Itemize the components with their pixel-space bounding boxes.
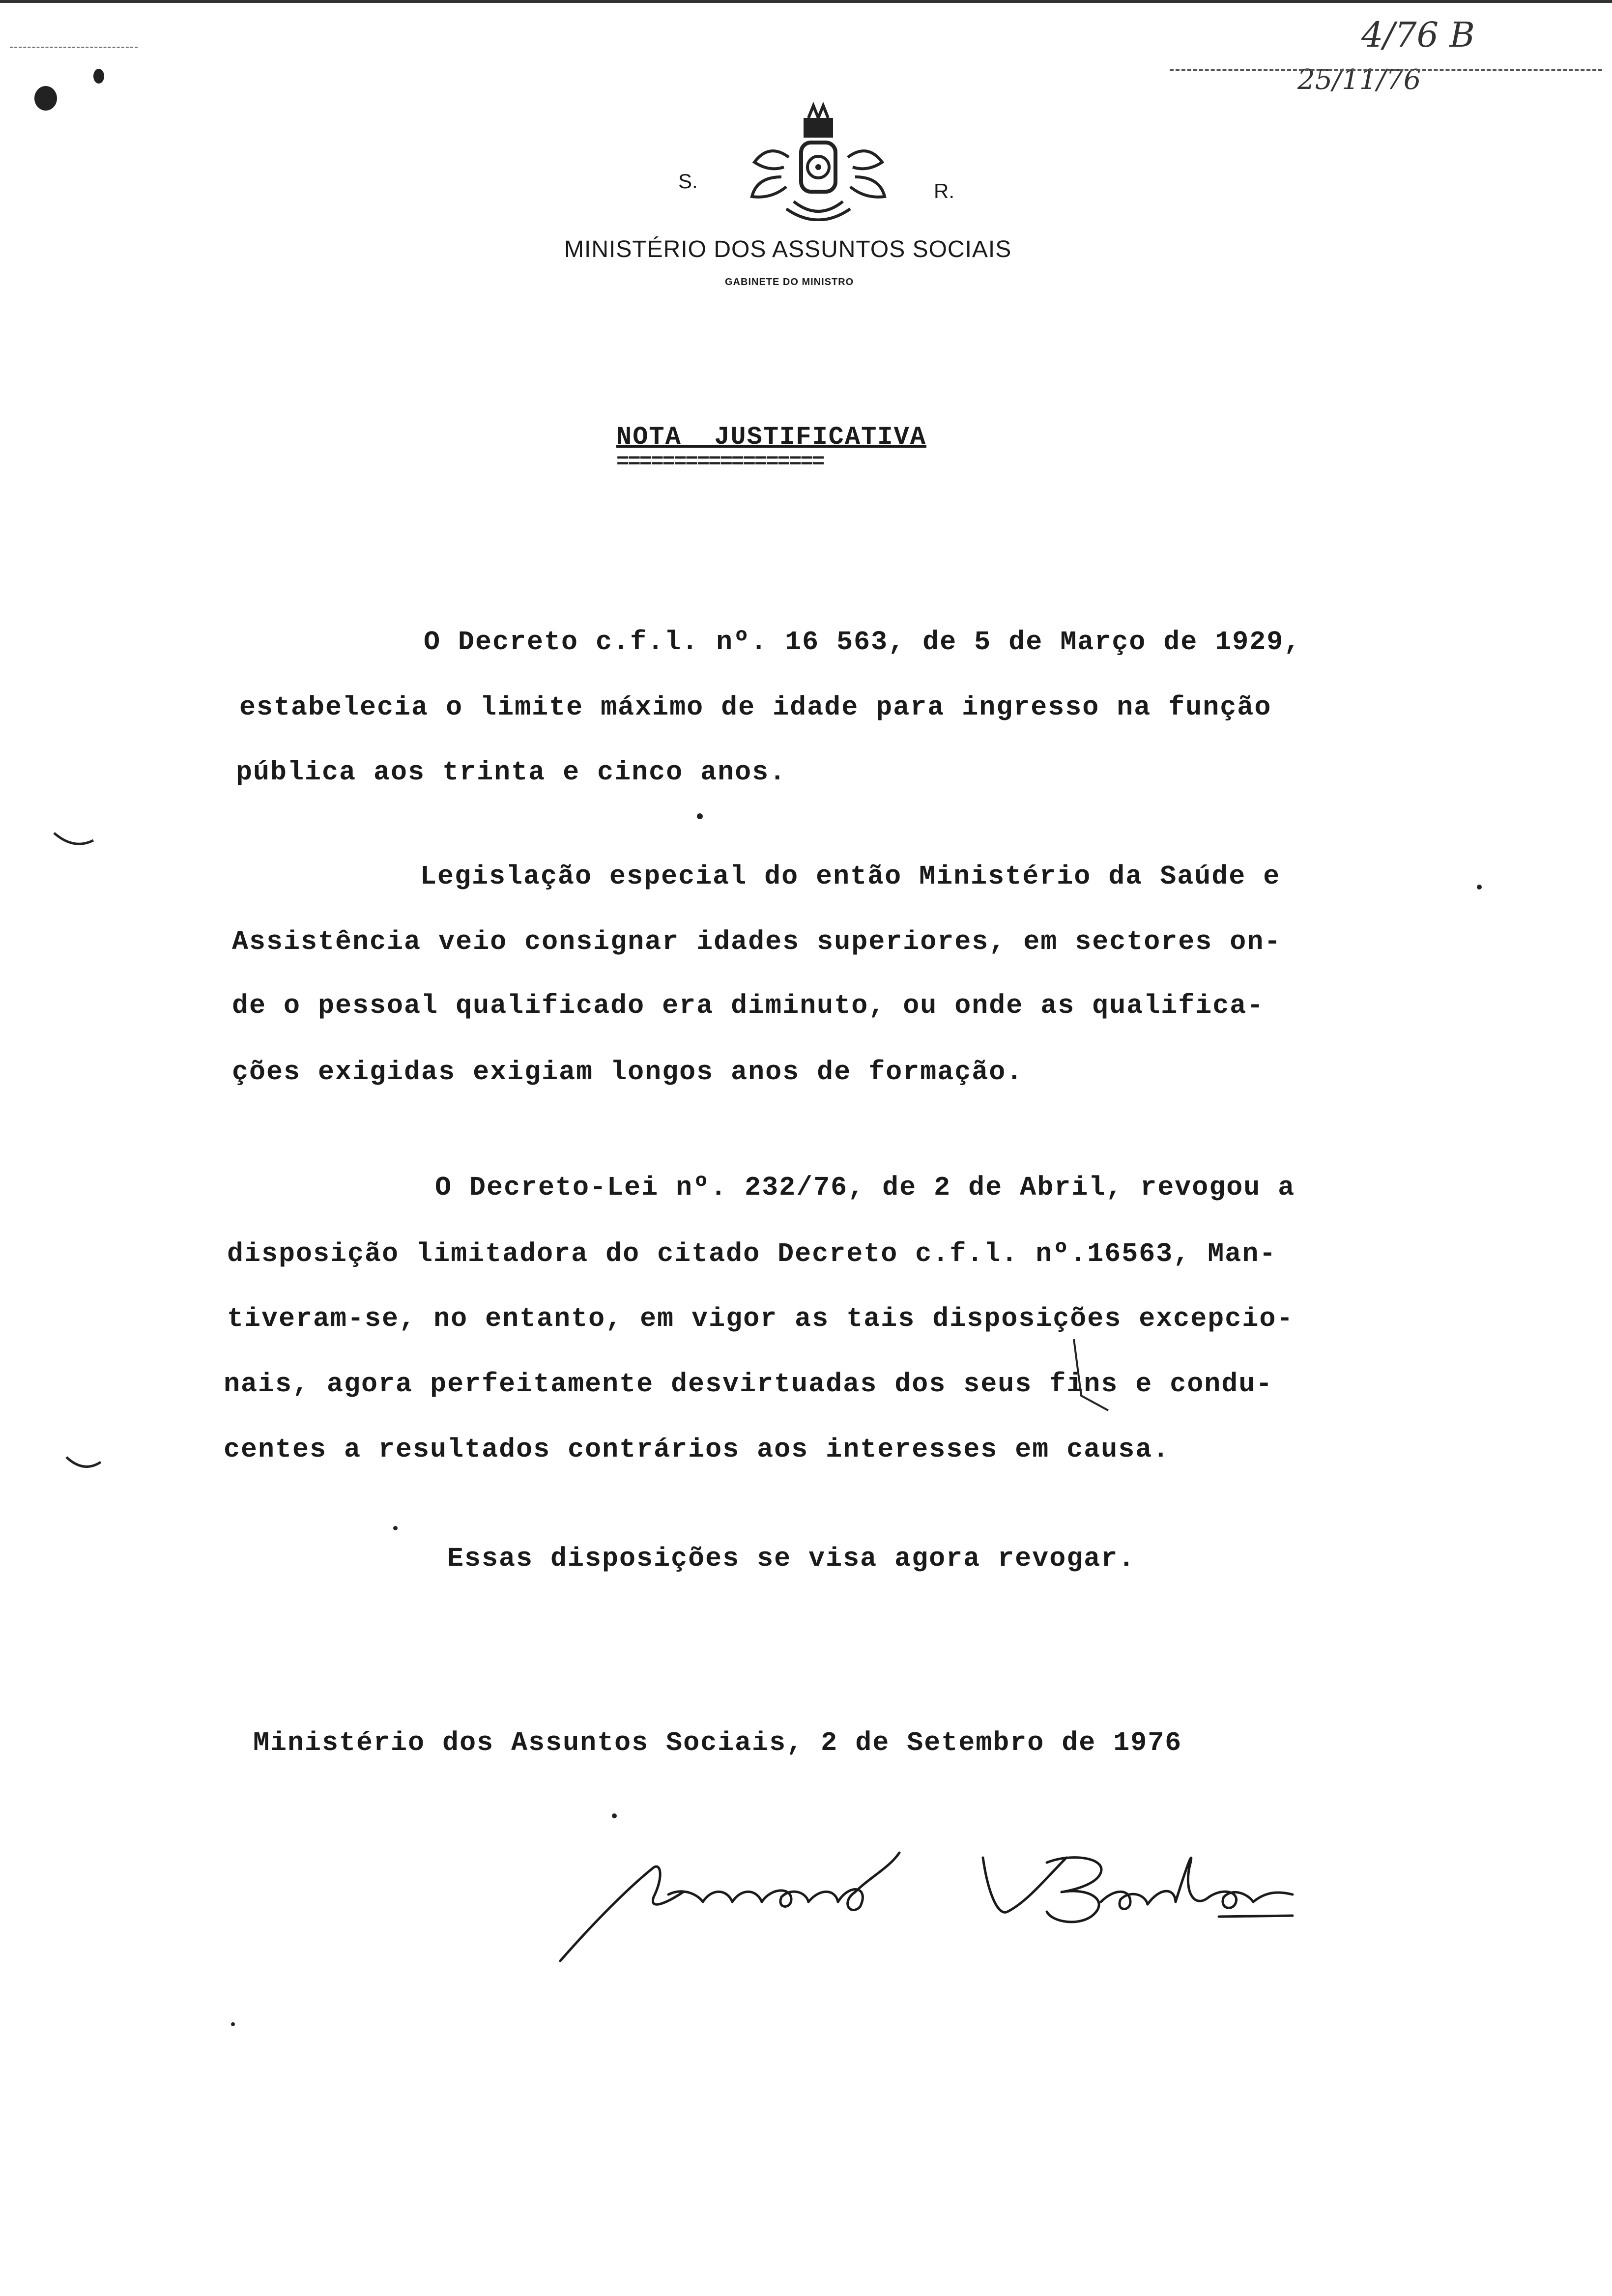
margin-tick-mark	[52, 831, 96, 850]
ink-dot	[231, 2022, 235, 2026]
top-edge-line	[0, 0, 1612, 3]
ink-mark	[93, 69, 104, 84]
signature-image	[555, 1848, 1391, 1966]
paragraph-1-line-2: estabelecia o limite máximo de idade para ingresso na função	[239, 692, 1272, 723]
letterhead-initial-left: S.	[678, 170, 698, 193]
archive-date-note: 25/11/76	[1297, 64, 1421, 96]
paragraph-3-line-3: tiveram-se, no entanto, em vigor as tais disposições excepcio-	[227, 1303, 1294, 1334]
handwritten-stroke-mark	[1071, 1337, 1111, 1415]
paragraph-2-line-2: Assistência veio consignar idades superiores, em sectores on-	[232, 926, 1282, 957]
title-double-rule: ==================	[616, 450, 824, 474]
page-title: NOTA JUSTIFICATIVA	[616, 423, 926, 452]
paragraph-3-line-5: centes a resultados contrários aos interesses em causa.	[224, 1434, 1170, 1465]
archive-reference-note: 4/76 B	[1361, 15, 1475, 55]
coat-of-arms-icon	[735, 98, 902, 221]
paragraph-4-line-1: Essas disposições se visa agora revogar.	[447, 1543, 1136, 1574]
margin-tick-mark-2	[64, 1455, 103, 1474]
paragraph-3-line-4: nais, agora perfeitamente desvirtuadas dos seus fins e condu-	[224, 1369, 1273, 1400]
ink-dot	[1477, 885, 1482, 890]
paragraph-2-line-1: Legislação especial do então Ministério da Saúde e	[420, 861, 1281, 892]
closing-place-date: Ministério dos Assuntos Sociais, 2 de Setembro de 1976	[253, 1727, 1182, 1758]
paragraph-3-line-1: O Decreto-Lei nº. 232/76, de 2 de Abril, revogou a	[435, 1172, 1295, 1203]
ink-dot	[612, 1813, 617, 1818]
paragraph-2-line-4: ções exigidas exigiam longos anos de formação.	[232, 1057, 1024, 1088]
dashed-margin-line-left	[10, 47, 138, 48]
office-name: GABINETE DO MINISTRO	[725, 277, 854, 287]
letterhead-initial-right: R.	[934, 179, 954, 202]
dashed-margin-line	[1170, 69, 1602, 71]
paragraph-1-line-1: O Decreto c.f.l. nº. 16 563, de 5 de Março de 1929,	[424, 627, 1301, 658]
paragraph-3-line-2: disposição limitadora do citado Decreto c.f.l. nº.16563, Man-	[227, 1238, 1277, 1269]
ink-blot	[34, 86, 57, 111]
ministry-name: MINISTÉRIO DOS ASSUNTOS SOCIAIS	[564, 236, 1012, 262]
ink-dot	[393, 1526, 398, 1530]
paragraph-2-line-3: de o pessoal qualificado era diminuto, ou onde as qualifica-	[232, 990, 1265, 1021]
paragraph-1-line-3: pública aos trinta e cinco anos.	[236, 757, 787, 788]
ink-dot	[697, 813, 703, 819]
